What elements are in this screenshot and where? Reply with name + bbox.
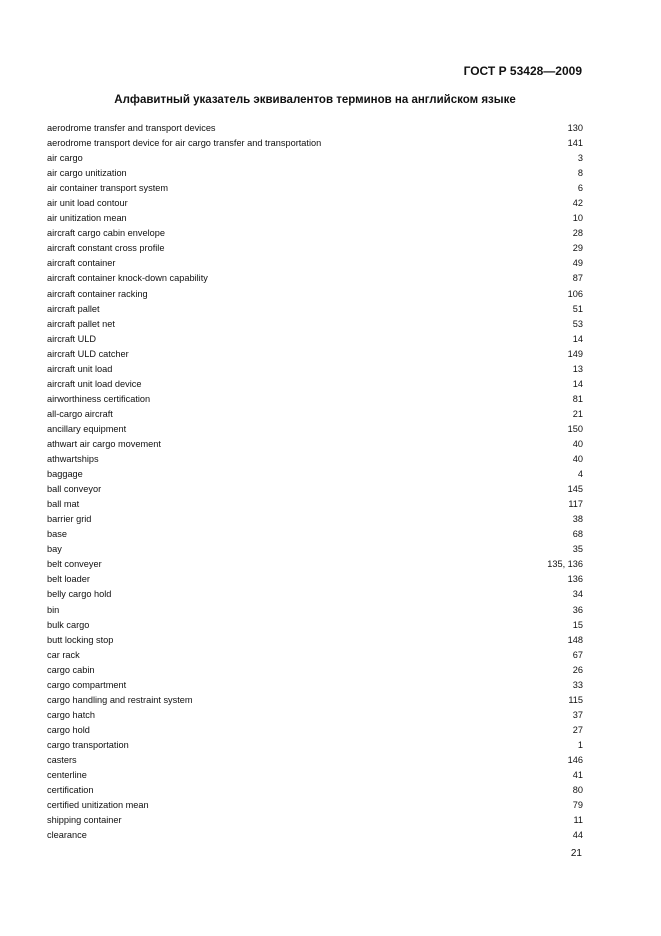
index-term-number: 130 bbox=[567, 123, 583, 133]
index-term-number: 49 bbox=[572, 258, 583, 269]
index-term: cargo cabin bbox=[47, 664, 95, 675]
index-term-number: 149 bbox=[567, 348, 583, 359]
index-term-number: 26 bbox=[572, 664, 583, 675]
index-term-number: 14 bbox=[572, 378, 583, 389]
index-term-number: 44 bbox=[572, 830, 583, 841]
standard-number: ГОСТ Р 53428—2009 bbox=[463, 64, 582, 78]
index-entry bbox=[47, 317, 583, 332]
index-term-number: 10 bbox=[572, 213, 583, 224]
page-number: 21 bbox=[570, 848, 582, 859]
index-term: cargo hold bbox=[47, 724, 90, 735]
index-term: air container transport system bbox=[47, 183, 169, 194]
index-term-number: 53 bbox=[572, 318, 583, 329]
index-term: butt locking stop bbox=[47, 634, 114, 645]
index-entry bbox=[47, 693, 583, 708]
index-term-number: 11 bbox=[573, 815, 583, 826]
index-entry bbox=[47, 482, 583, 497]
index-term: centerline bbox=[47, 770, 87, 781]
index-term-number: 21 bbox=[572, 408, 583, 419]
index-term-number: 67 bbox=[572, 649, 583, 660]
index-entry bbox=[47, 422, 583, 437]
index-entry bbox=[47, 753, 583, 768]
index-term: barrier grid bbox=[47, 514, 92, 525]
index-term: air unitization mean bbox=[47, 213, 127, 224]
index-entry bbox=[47, 226, 583, 241]
index-entry bbox=[47, 633, 583, 648]
index-term-number: 13 bbox=[572, 363, 583, 374]
index-term: belt conveyer bbox=[47, 559, 102, 570]
index-term: aerodrome transport device for air cargo transfer and transportation bbox=[47, 138, 322, 149]
index-term-number: 40 bbox=[572, 438, 583, 449]
index-entry bbox=[47, 678, 583, 693]
index-entry bbox=[47, 271, 583, 286]
index-entry bbox=[47, 663, 583, 678]
index-term-number: 4 bbox=[577, 469, 583, 480]
index-term: cargo hatch bbox=[47, 709, 96, 720]
index-term: bay bbox=[47, 544, 62, 555]
index-entry bbox=[47, 392, 583, 407]
index-term-number: 34 bbox=[572, 589, 583, 600]
index-term: air unit load contour bbox=[47, 198, 128, 209]
index-entry bbox=[47, 618, 583, 633]
index-entry bbox=[47, 302, 583, 317]
index-entry bbox=[47, 452, 583, 467]
index-term-number: 8 bbox=[577, 168, 583, 179]
index-term: aircraft container bbox=[47, 258, 116, 269]
index-term: all-cargo aircraft bbox=[47, 408, 113, 419]
index-term-number: 36 bbox=[572, 604, 583, 615]
index-term: cargo compartment bbox=[47, 679, 127, 690]
index-term: certified unitization mean bbox=[47, 800, 149, 811]
index-term: cargo transportation bbox=[47, 739, 129, 750]
index-term-number: 35 bbox=[572, 544, 583, 555]
index-term: base bbox=[47, 529, 67, 540]
index-entry bbox=[47, 166, 583, 181]
index-term-number: 28 bbox=[572, 228, 583, 239]
index-term-number: 14 bbox=[572, 333, 583, 344]
index-term-number: 6 bbox=[577, 183, 583, 194]
index-term-number: 135, 136 bbox=[547, 559, 583, 570]
index-term-number: 38 bbox=[572, 514, 583, 525]
index-term-number: 33 bbox=[572, 679, 583, 690]
index-entry bbox=[47, 542, 583, 557]
index-term-number: 87 bbox=[572, 273, 583, 284]
index-term: athwart air cargo movement bbox=[47, 438, 161, 449]
index-entry bbox=[47, 211, 583, 226]
index-entry bbox=[47, 241, 583, 256]
index-entry bbox=[47, 813, 583, 828]
index-term: cargo handling and restraint system bbox=[47, 694, 193, 705]
index-term-number: 80 bbox=[572, 785, 583, 796]
index-entry bbox=[47, 121, 583, 136]
index-term: aircraft unit load bbox=[47, 363, 113, 374]
index-term-number: 3 bbox=[577, 153, 583, 164]
index-term: aircraft pallet net bbox=[47, 318, 115, 329]
index-entry bbox=[47, 136, 583, 151]
index-entry bbox=[47, 377, 583, 392]
index-entry bbox=[47, 256, 583, 271]
index-entry bbox=[47, 723, 583, 738]
index-term-number: 27 bbox=[572, 724, 583, 735]
index-term: aircraft constant cross profile bbox=[47, 243, 165, 254]
index-term: aircraft ULD catcher bbox=[47, 348, 129, 359]
index-term-number: 141 bbox=[567, 138, 583, 149]
index-entry bbox=[47, 362, 583, 377]
index-entry bbox=[47, 798, 583, 813]
index-entry bbox=[47, 738, 583, 753]
index-term: belt loader bbox=[47, 574, 90, 585]
index-term: belly cargo hold bbox=[47, 589, 112, 600]
index-term-number: 29 bbox=[572, 243, 583, 254]
index-entry bbox=[47, 708, 583, 723]
index-entry bbox=[47, 332, 583, 347]
index-term-number: 136 bbox=[567, 574, 583, 585]
index-term: casters bbox=[47, 754, 77, 765]
index-term: baggage bbox=[47, 469, 83, 480]
page-title: Алфавитный указатель эквивалентов терминов на английском языке bbox=[114, 94, 516, 106]
index-term: shipping container bbox=[47, 815, 122, 826]
index-term: aircraft pallet bbox=[47, 303, 100, 314]
index-entry bbox=[47, 497, 583, 512]
index-term-number: 68 bbox=[572, 529, 583, 540]
index-term-number: 37 bbox=[572, 709, 583, 720]
index-entry bbox=[47, 512, 583, 527]
index-term-number: 81 bbox=[572, 393, 583, 404]
index-term: athwartships bbox=[47, 454, 99, 465]
index-term-number: 51 bbox=[572, 303, 583, 314]
index-entry bbox=[47, 287, 583, 302]
index-entry bbox=[47, 196, 583, 211]
index-term-number: 145 bbox=[567, 484, 583, 495]
index-term: certification bbox=[47, 785, 94, 796]
index-entry bbox=[47, 151, 583, 166]
index-entry bbox=[47, 648, 583, 663]
index-term-number: 150 bbox=[567, 423, 583, 434]
index-term-number: 79 bbox=[572, 800, 583, 811]
index-list bbox=[47, 121, 583, 843]
index-entry bbox=[47, 347, 583, 362]
index-term-number: 106 bbox=[567, 288, 583, 299]
index-entry bbox=[47, 467, 583, 482]
index-term: bulk cargo bbox=[47, 619, 90, 630]
index-term-number: 1 bbox=[577, 739, 583, 750]
index-term-number: 15 bbox=[572, 619, 583, 630]
index-term: airworthiness certification bbox=[47, 393, 151, 404]
index-entry bbox=[47, 603, 583, 618]
index-term: aircraft cargo cabin envelope bbox=[47, 228, 165, 239]
index-term-number: 148 bbox=[567, 634, 583, 645]
index-term-number: 146 bbox=[567, 754, 583, 765]
index-term-number: 41 bbox=[572, 770, 583, 781]
index-term: air cargo unitization bbox=[47, 168, 127, 179]
index-entry bbox=[47, 587, 583, 602]
index-term: aircraft ULD bbox=[47, 333, 97, 344]
index-entry bbox=[47, 768, 583, 783]
index-entry bbox=[47, 783, 583, 798]
index-entry bbox=[47, 828, 583, 843]
index-term: ancillary equipment bbox=[47, 423, 127, 434]
index-term: aircraft container knock-down capability bbox=[47, 273, 208, 284]
index-term: bin bbox=[47, 604, 60, 615]
index-entry bbox=[47, 181, 583, 196]
index-term: aircraft unit load device bbox=[47, 378, 142, 389]
index-entry bbox=[47, 437, 583, 452]
index-term: aerodrome transfer and transport devices bbox=[47, 123, 216, 133]
index-term: ball mat bbox=[47, 499, 80, 510]
index-entry bbox=[47, 407, 583, 422]
index-term-number: 42 bbox=[572, 198, 583, 209]
index-term-number: 117 bbox=[568, 499, 583, 510]
index-entry bbox=[47, 572, 583, 587]
index-term: ball conveyor bbox=[47, 484, 102, 495]
index-term: clearance bbox=[47, 830, 87, 841]
index-entry bbox=[47, 527, 583, 542]
index-entry bbox=[47, 557, 583, 572]
index-term: car rack bbox=[47, 649, 80, 660]
index-term: aircraft container racking bbox=[47, 288, 148, 299]
index-term-number: 40 bbox=[572, 454, 583, 465]
index-term-number: 115 bbox=[568, 694, 583, 705]
index-term: air cargo bbox=[47, 153, 83, 164]
